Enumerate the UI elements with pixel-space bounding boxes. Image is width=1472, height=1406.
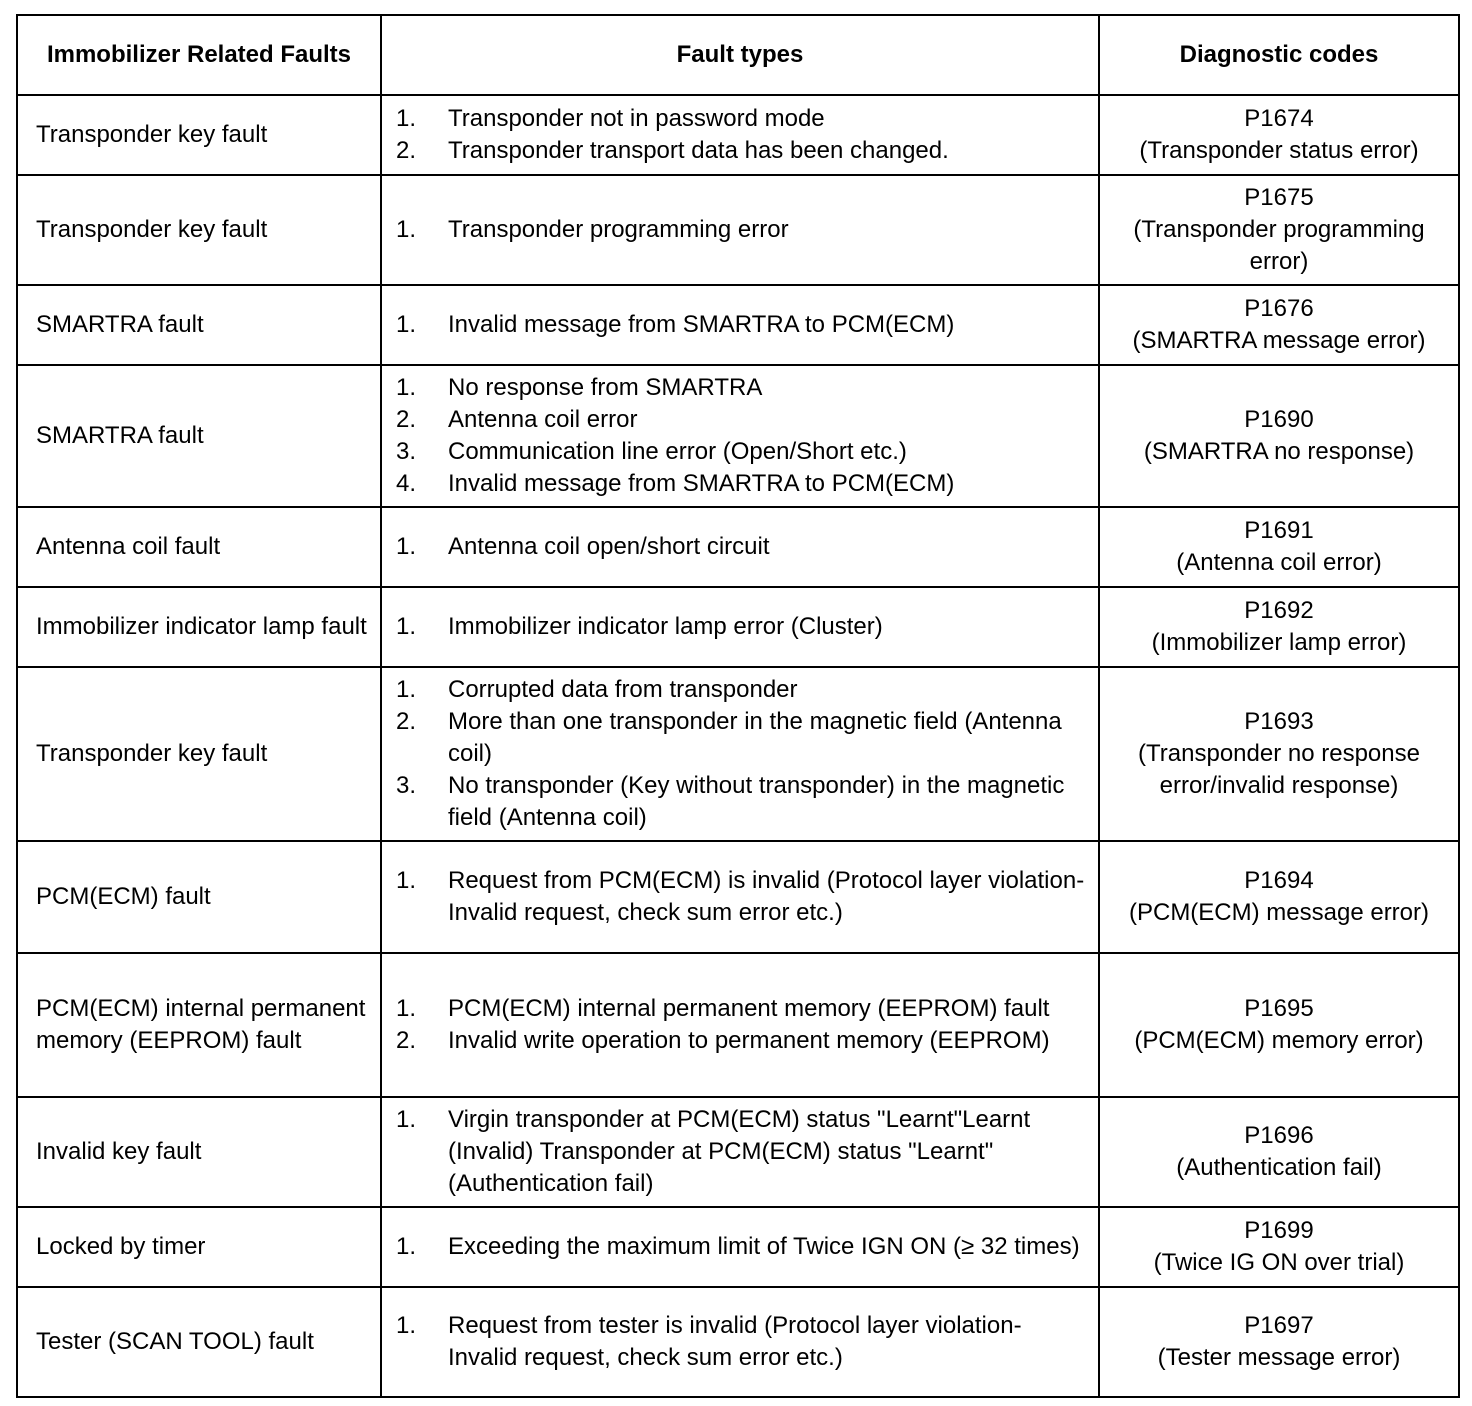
fault-type-item	[396, 214, 1088, 246]
fault-name-cell: Transponder key fault	[17, 95, 381, 175]
fault-type-item	[396, 1310, 1088, 1374]
diagnostic-code: P1676	[1244, 295, 1314, 322]
fault-type-text: No response from SMARTRA	[448, 374, 763, 401]
table-row	[17, 1097, 1459, 1207]
table-row	[17, 365, 1459, 507]
fault-type-item	[396, 436, 1088, 468]
diagnostic-code: P1697	[1244, 1312, 1314, 1339]
fault-name-cell: Antenna coil fault	[17, 507, 381, 587]
fault-name-cell: Tester (SCAN TOOL) fault	[17, 1287, 381, 1397]
fault-type-number: 3.	[396, 772, 417, 799]
fault-type-number: 1.	[396, 676, 417, 703]
diagnostic-code-cell	[1099, 507, 1459, 587]
fault-types-cell	[381, 285, 1099, 365]
header-diagnostic-codes: Diagnostic codes	[1099, 15, 1459, 95]
diagnostic-code-description: (PCM(ECM) message error)	[1128, 899, 1430, 926]
fault-type-text: Exceeding the maximum limit of Twice IGN ON (≥ 32 times)	[448, 1233, 1080, 1260]
fault-type-text: Corrupted data from transponder	[448, 676, 798, 703]
diagnostic-code-description: (Tester message error)	[1157, 1344, 1401, 1371]
fault-type-number: 1.	[396, 533, 417, 560]
diagnostic-code-cell	[1099, 95, 1459, 175]
fault-type-number: 2.	[396, 1027, 417, 1054]
fault-type-text: Request from PCM(ECM) is invalid (Protocol layer violation- Invalid request, check sum error etc.)	[448, 867, 1085, 926]
fault-type-item	[396, 372, 1088, 404]
fault-type-item	[396, 1025, 1088, 1057]
diagnostic-code-description: (SMARTRA no response)	[1143, 438, 1415, 465]
fault-types-cell	[381, 1207, 1099, 1287]
diagnostic-code-cell	[1099, 1097, 1459, 1207]
diagnostic-code-description: (Transponder programming error)	[1133, 216, 1425, 275]
table-row	[17, 1207, 1459, 1287]
table-row	[17, 1287, 1459, 1397]
fault-type-item	[396, 468, 1088, 500]
fault-type-text: Invalid message from SMARTRA to PCM(ECM)	[448, 470, 955, 497]
fault-type-text: Antenna coil error	[448, 406, 638, 433]
fault-type-number: 1.	[396, 995, 417, 1022]
diagnostic-code-description: (Immobilizer lamp error)	[1151, 629, 1407, 656]
diagnostic-code-description: (PCM(ECM) memory error)	[1134, 1027, 1424, 1054]
fault-name-cell: Immobilizer indicator lamp fault	[17, 587, 381, 667]
diagnostic-code-description: (Transponder no response error/invalid response)	[1138, 740, 1420, 799]
fault-name-cell: Transponder key fault	[17, 175, 381, 285]
fault-type-number: 2.	[396, 708, 417, 735]
diagnostic-code: P1696	[1244, 1122, 1314, 1149]
diagnostic-code: P1675	[1244, 184, 1314, 211]
table-row	[17, 507, 1459, 587]
fault-types-cell	[381, 95, 1099, 175]
fault-types-cell	[381, 507, 1099, 587]
diagnostic-code-cell	[1099, 1207, 1459, 1287]
fault-type-number: 1.	[396, 311, 417, 338]
fault-name-cell: Transponder key fault	[17, 667, 381, 841]
fault-type-text: Antenna coil open/short circuit	[448, 533, 770, 560]
fault-type-item	[396, 103, 1088, 135]
diagnostic-code: P1690	[1244, 406, 1314, 433]
diagnostic-code-description: (Authentication fail)	[1176, 1154, 1382, 1181]
fault-type-item	[396, 611, 1088, 643]
table-row	[17, 587, 1459, 667]
fault-type-number: 1.	[396, 1312, 417, 1339]
diagnostic-code-cell	[1099, 1287, 1459, 1397]
fault-type-item	[396, 706, 1088, 770]
fault-type-text: No transponder (Key without transponder) in the magnetic field (Antenna coil)	[448, 772, 1065, 831]
diagnostic-code: P1699	[1244, 1217, 1314, 1244]
table-row	[17, 953, 1459, 1097]
fault-type-number: 1.	[396, 613, 417, 640]
immobilizer-fault-table	[16, 14, 1460, 1398]
fault-type-number: 1.	[396, 105, 417, 132]
fault-types-cell	[381, 175, 1099, 285]
diagnostic-code-description: (Antenna coil error)	[1176, 549, 1382, 576]
fault-types-cell	[381, 841, 1099, 953]
fault-type-item	[396, 1104, 1088, 1200]
fault-type-number: 2.	[396, 137, 417, 164]
fault-types-cell	[381, 1097, 1099, 1207]
fault-name-cell: Locked by timer	[17, 1207, 381, 1287]
fault-types-cell	[381, 953, 1099, 1097]
fault-types-cell	[381, 587, 1099, 667]
fault-name-cell: PCM(ECM) internal permanent memory (EEPROM) fault	[17, 953, 381, 1097]
fault-type-item	[396, 135, 1088, 167]
diagnostic-code: P1691	[1244, 517, 1314, 544]
table-header-row	[17, 15, 1459, 95]
diagnostic-code: P1694	[1244, 867, 1314, 894]
fault-type-text: Invalid write operation to permanent memory (EEPROM)	[448, 1027, 1050, 1054]
diagnostic-code: P1692	[1244, 597, 1314, 624]
fault-type-text: Communication line error (Open/Short etc.)	[448, 438, 907, 465]
fault-type-number: 3.	[396, 438, 417, 465]
fault-type-item	[396, 865, 1088, 929]
diagnostic-code-cell	[1099, 667, 1459, 841]
fault-type-number: 4.	[396, 470, 417, 497]
fault-type-text: Invalid message from SMARTRA to PCM(ECM)	[448, 311, 955, 338]
fault-type-item	[396, 531, 1088, 563]
table-row	[17, 841, 1459, 953]
fault-type-text: PCM(ECM) internal permanent memory (EEPROM) fault	[448, 995, 1050, 1022]
diagnostic-code-cell	[1099, 365, 1459, 507]
fault-types-cell	[381, 1287, 1099, 1397]
fault-type-item	[396, 1231, 1088, 1263]
fault-types-cell	[381, 365, 1099, 507]
fault-type-text: Transponder not in password mode	[448, 105, 825, 132]
fault-type-text: Transponder programming error	[448, 216, 789, 243]
fault-name-cell: Invalid key fault	[17, 1097, 381, 1207]
fault-type-number: 1.	[396, 216, 417, 243]
diagnostic-code-cell	[1099, 175, 1459, 285]
diagnostic-code-cell	[1099, 587, 1459, 667]
fault-type-number: 1.	[396, 1233, 417, 1260]
header-fault-types: Fault types	[381, 15, 1099, 95]
fault-type-number: 1.	[396, 867, 417, 894]
fault-name-cell: PCM(ECM) fault	[17, 841, 381, 953]
fault-name-cell: SMARTRA fault	[17, 285, 381, 365]
table-row	[17, 95, 1459, 175]
fault-name-cell: SMARTRA fault	[17, 365, 381, 507]
fault-type-text: Transponder transport data has been changed.	[448, 137, 949, 164]
table-row	[17, 285, 1459, 365]
fault-type-text: Request from tester is invalid (Protocol layer violation- Invalid request, check sum error etc.)	[448, 1312, 1022, 1371]
fault-type-number: 2.	[396, 406, 417, 433]
fault-types-cell	[381, 667, 1099, 841]
diagnostic-code: P1693	[1244, 708, 1314, 735]
fault-type-item	[396, 309, 1088, 341]
fault-type-item	[396, 770, 1088, 834]
fault-type-item	[396, 404, 1088, 436]
table-row	[17, 667, 1459, 841]
diagnostic-code-cell	[1099, 953, 1459, 1097]
fault-type-text: Immobilizer indicator lamp error (Cluster)	[448, 613, 883, 640]
diagnostic-code-description: (Twice IG ON over trial)	[1153, 1249, 1405, 1276]
diagnostic-code-cell	[1099, 841, 1459, 953]
diagnostic-code-description: (Transponder status error)	[1139, 137, 1419, 164]
diagnostic-code-description: (SMARTRA message error)	[1132, 327, 1426, 354]
diagnostic-code: P1695	[1244, 995, 1314, 1022]
fault-type-item	[396, 993, 1088, 1025]
diagnostic-code: P1674	[1244, 105, 1314, 132]
diagnostic-code-cell	[1099, 285, 1459, 365]
header-faults: Immobilizer Related Faults	[17, 15, 381, 95]
fault-type-number: 1.	[396, 1106, 417, 1133]
fault-type-text: Virgin transponder at PCM(ECM) status "Learnt"Learnt (Invalid) Transponder at PCM(ECM) status "Learnt"(Authentication fail)	[448, 1106, 1031, 1197]
fault-type-item	[396, 674, 1088, 706]
table-row	[17, 175, 1459, 285]
fault-type-number: 1.	[396, 374, 417, 401]
fault-type-text: More than one transponder in the magnetic field (Antenna coil)	[448, 708, 1062, 767]
table-body	[17, 95, 1459, 1397]
